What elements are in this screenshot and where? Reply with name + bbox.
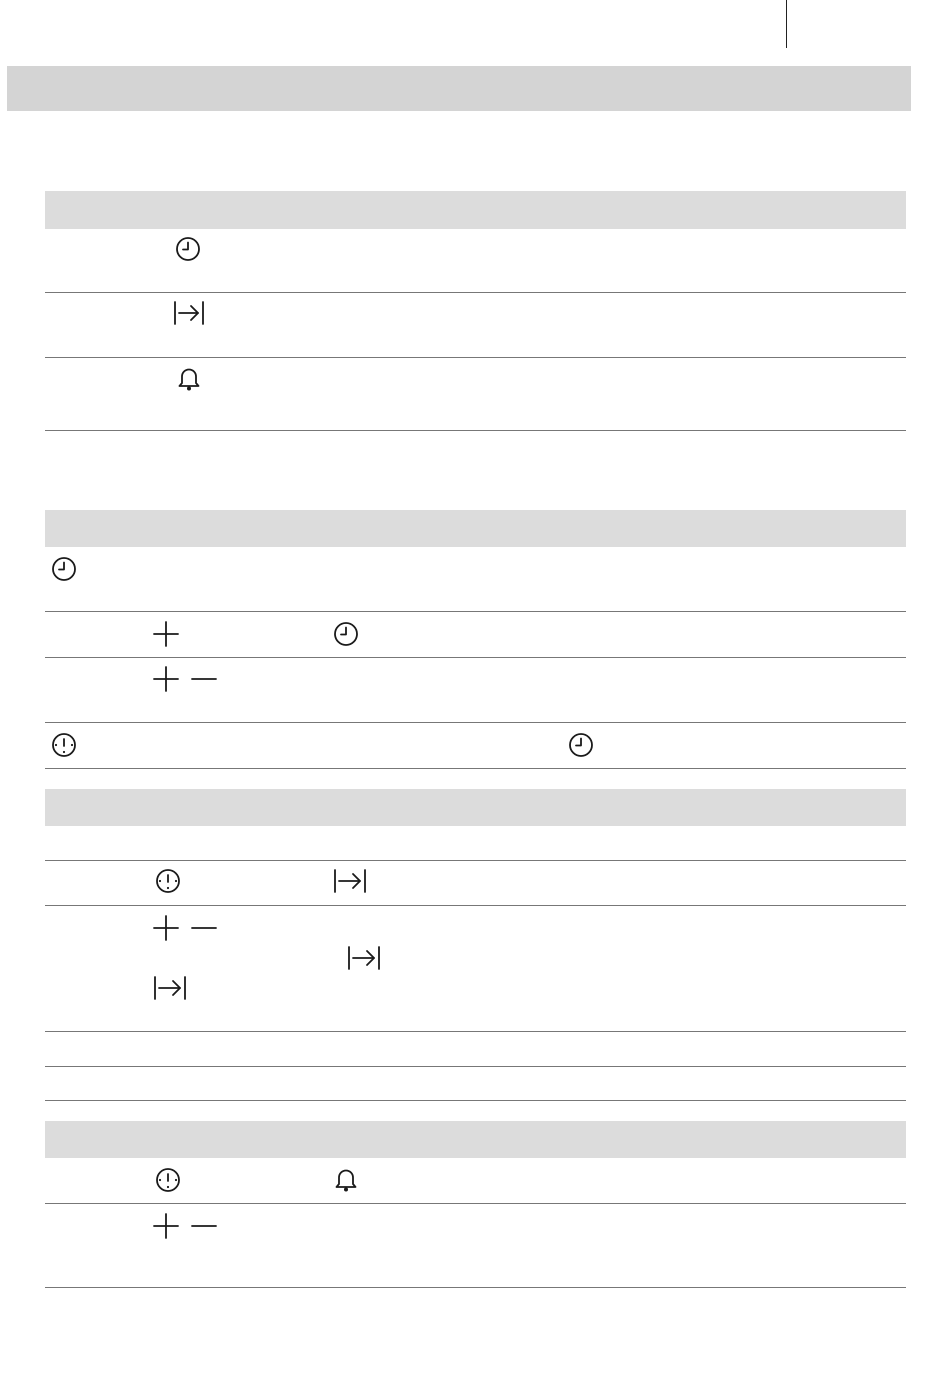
- plus-icon[interactable]: [153, 666, 179, 692]
- table-divider: [45, 1203, 906, 1204]
- clock-icon: [175, 236, 201, 262]
- duration-icon: [51, 732, 77, 758]
- table-divider: [45, 611, 906, 612]
- table-divider: [45, 657, 906, 658]
- page-corner-mark: [786, 0, 787, 48]
- clock-icon: [568, 732, 594, 758]
- table-divider: [45, 1100, 906, 1101]
- duration-icon[interactable]: [155, 1167, 181, 1193]
- plus-icon[interactable]: [153, 621, 179, 647]
- table-divider: [45, 1066, 906, 1067]
- clock-icon: [51, 556, 77, 582]
- table-divider: [45, 430, 906, 431]
- table-divider: [45, 722, 906, 723]
- end-time-icon: [173, 300, 205, 326]
- clock-icon[interactable]: [333, 621, 359, 647]
- duration-icon[interactable]: [155, 868, 181, 894]
- table-divider: [45, 768, 906, 769]
- end-time-icon: [347, 945, 381, 971]
- plus-icon[interactable]: [153, 1213, 179, 1239]
- minus-icon[interactable]: [191, 915, 217, 941]
- table-divider: [45, 357, 906, 358]
- table-divider: [45, 292, 906, 293]
- minus-icon[interactable]: [191, 666, 217, 692]
- bell-icon[interactable]: [333, 1167, 359, 1193]
- table-divider: [45, 860, 906, 861]
- minus-icon[interactable]: [191, 1213, 217, 1239]
- bell-icon: [176, 366, 202, 392]
- alarm-table-header: [45, 1121, 906, 1158]
- symbol-table-header: [45, 191, 906, 229]
- end-time-icon: [153, 975, 187, 1001]
- end-time-table-header: [45, 789, 906, 826]
- end-time-icon[interactable]: [333, 868, 367, 894]
- plus-icon[interactable]: [153, 915, 179, 941]
- chapter-title-banner: [7, 66, 911, 111]
- table-divider: [45, 1287, 906, 1288]
- table-divider: [45, 905, 906, 906]
- table-divider: [45, 1031, 906, 1032]
- set-time-table-header: [45, 510, 906, 547]
